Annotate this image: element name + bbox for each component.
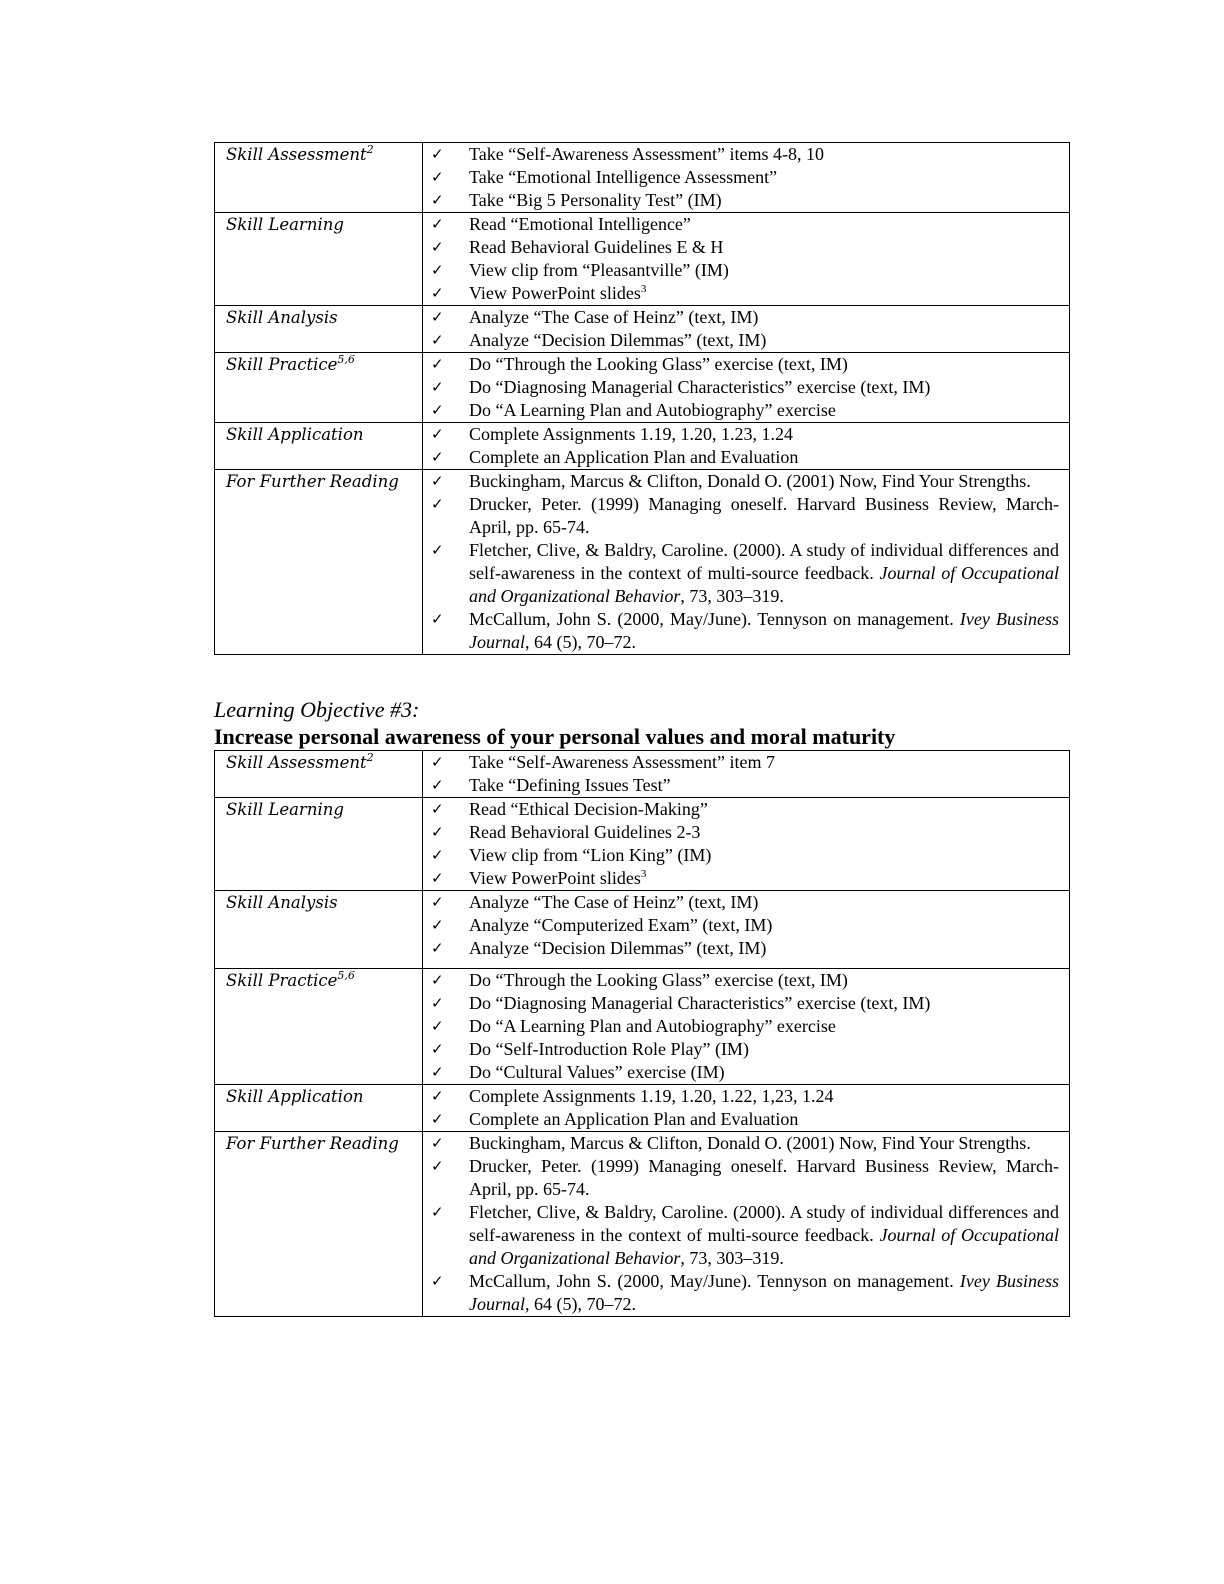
checkmark-icon: ✓ xyxy=(431,191,444,209)
list-item xyxy=(423,969,1059,992)
row-label-cell xyxy=(215,353,423,423)
item-text-main: Do “A Learning Plan and Autobiography” exercise xyxy=(469,400,836,420)
item-text-main: View PowerPoint slides xyxy=(469,283,641,303)
list-item xyxy=(423,189,1059,212)
table-row xyxy=(215,213,1070,306)
item-text xyxy=(469,844,1059,867)
item-text-main: Do “A Learning Plan and Autobiography” exercise xyxy=(469,1016,836,1036)
item-text-main: Do “Diagnosing Managerial Characteristics” exercise (text, IM) xyxy=(469,993,931,1013)
item-text-main: Read Behavioral Guidelines E & H xyxy=(469,237,724,257)
checkmark-icon: ✓ xyxy=(431,1017,444,1035)
list-item xyxy=(423,143,1059,166)
checkmark-icon: ✓ xyxy=(431,1087,444,1105)
list-item xyxy=(423,236,1059,259)
item-text-main: View clip from “Lion King” (IM) xyxy=(469,845,712,865)
citation-detail: , 64 (5), 70–72. xyxy=(525,632,636,652)
row-items-cell xyxy=(423,213,1070,306)
checkmark-icon: ✓ xyxy=(431,776,444,794)
list-item xyxy=(423,376,1059,399)
table-row xyxy=(215,143,1070,213)
item-text xyxy=(469,1155,1059,1201)
item-text xyxy=(469,751,1059,774)
checkmark-icon: ✓ xyxy=(431,238,444,256)
row-items-cell xyxy=(423,1085,1070,1132)
item-text-main: Take “Self-Awareness Assessment” item 7 xyxy=(469,752,775,772)
item-text xyxy=(469,353,1059,376)
checkmark-icon: ✓ xyxy=(431,1203,444,1221)
citation-detail: , 73, 303–319. xyxy=(680,1248,784,1268)
row-label: Skill Assessment xyxy=(226,145,367,164)
checkmark-icon: ✓ xyxy=(431,823,444,841)
citation-detail: 64 (5), 70–72. xyxy=(529,1294,636,1314)
row-items-cell xyxy=(423,891,1070,969)
item-text xyxy=(469,1061,1059,1084)
checkmark-icon: ✓ xyxy=(431,448,444,466)
row-label: Skill Application xyxy=(226,1087,364,1106)
checkmark-icon: ✓ xyxy=(431,145,444,163)
checkmark-icon: ✓ xyxy=(431,472,444,490)
checkmark-icon: ✓ xyxy=(431,893,444,911)
item-text-main: Complete Assignments 1.19, 1.20, 1.22, 1,23, 1.24 xyxy=(469,1086,834,1106)
item-text-main: Buckingham, Marcus & Clifton, Donald O. (2001) Now, Find Your Strengths. xyxy=(469,471,1031,491)
row-items-cell xyxy=(423,306,1070,353)
list-item xyxy=(423,539,1059,608)
row-label-cell xyxy=(215,1085,423,1132)
row-label: Skill Practice xyxy=(226,355,338,374)
list-item xyxy=(423,329,1059,352)
item-text xyxy=(469,821,1059,844)
footnote-ref: 5,6 xyxy=(337,969,355,982)
row-label-cell xyxy=(215,798,423,891)
item-text-main: Take “Defining Issues Test” xyxy=(469,775,671,795)
row-items-cell xyxy=(423,969,1070,1085)
list-item xyxy=(423,608,1059,654)
item-text xyxy=(469,608,1059,654)
item-text-main: Do “Through the Looking Glass” exercise (text, IM) xyxy=(469,354,848,374)
footnote-ref: 2 xyxy=(366,751,374,764)
row-label-cell xyxy=(215,470,423,655)
checkmark-icon: ✓ xyxy=(431,610,444,628)
item-text xyxy=(469,937,1059,960)
item-text-main: Do “Diagnosing Managerial Characteristics” exercise (text, IM) xyxy=(469,377,931,397)
list-item xyxy=(423,1155,1059,1201)
checkmark-icon: ✓ xyxy=(431,215,444,233)
item-text xyxy=(469,774,1059,797)
item-text-main: McCallum, John S. (2000, May/June). Tennyson on management. xyxy=(469,1271,954,1291)
list-item xyxy=(423,1201,1059,1270)
checkmark-icon: ✓ xyxy=(431,331,444,349)
checkmark-icon: ✓ xyxy=(431,753,444,771)
item-text-main: Do “Through the Looking Glass” exercise (text, IM) xyxy=(469,970,848,990)
item-text xyxy=(469,798,1059,821)
item-text xyxy=(469,399,1059,422)
row-label-cell xyxy=(215,306,423,353)
checkmark-icon: ✓ xyxy=(431,378,444,396)
table-row xyxy=(215,798,1070,891)
list-item xyxy=(423,423,1059,446)
list-item xyxy=(423,891,1059,914)
list-item xyxy=(423,1085,1059,1108)
item-text-main: Analyze “Decision Dilemmas” (text, IM) xyxy=(469,938,767,958)
item-text xyxy=(469,376,1059,399)
row-items-cell xyxy=(423,143,1070,213)
list-item xyxy=(423,259,1059,282)
list-item xyxy=(423,493,1059,539)
item-text xyxy=(469,867,1059,890)
row-items-cell xyxy=(423,1132,1070,1317)
item-text xyxy=(469,189,1059,212)
learning-objective-title: Increase personal awareness of your personal values and moral maturity xyxy=(214,724,896,749)
checkmark-icon: ✓ xyxy=(431,1134,444,1152)
row-label: Skill Analysis xyxy=(226,893,338,912)
item-text xyxy=(469,143,1059,166)
list-item xyxy=(423,914,1059,937)
table-row xyxy=(215,969,1070,1085)
list-item xyxy=(423,821,1059,844)
row-label: Skill Learning xyxy=(226,800,344,819)
row-label: Skill Assessment xyxy=(226,753,367,772)
list-item xyxy=(423,399,1059,422)
list-item xyxy=(423,213,1059,236)
footnote-ref: 3 xyxy=(640,283,647,295)
checkmark-icon: ✓ xyxy=(431,401,444,419)
checkmark-icon: ✓ xyxy=(431,308,444,326)
citation-detail: , 73, 303–319. xyxy=(680,586,784,606)
checkmark-icon: ✓ xyxy=(431,1110,444,1128)
list-item xyxy=(423,798,1059,821)
item-text-main: Do “Cultural Values” exercise (IM) xyxy=(469,1062,725,1082)
item-text-main: Take “Self-Awareness Assessment” items 4-8, 10 xyxy=(469,144,824,164)
journal-title: Journal of Occupational and Organizational Behavior xyxy=(469,1225,1060,1268)
item-text xyxy=(469,470,1059,493)
row-items-cell xyxy=(423,353,1070,423)
list-item xyxy=(423,1061,1059,1084)
journal-title: Journal of Occupational and Organizational Behavior xyxy=(469,563,1060,606)
row-label: Skill Analysis xyxy=(226,308,338,327)
item-text-main: Take “Big 5 Personality Test” (IM) xyxy=(469,190,722,210)
row-label-cell xyxy=(215,143,423,213)
item-text-main: Analyze “Computerized Exam” (text, IM) xyxy=(469,915,773,935)
table-row xyxy=(215,1132,1070,1317)
item-text-main: Read “Ethical Decision-Making” xyxy=(469,799,708,819)
item-text xyxy=(469,306,1059,329)
item-text xyxy=(469,969,1059,992)
list-item xyxy=(423,1132,1059,1155)
checkmark-icon: ✓ xyxy=(431,971,444,989)
item-text xyxy=(469,1085,1059,1108)
list-item xyxy=(423,751,1059,774)
footnote-ref: 5,6 xyxy=(337,353,355,366)
item-text-main: Fletcher, Clive, & Baldry, Caroline. (2000). A study of individual differences and self-awareness in the context of multi-source feedback. xyxy=(469,540,1059,583)
item-text xyxy=(469,914,1059,937)
checkmark-icon: ✓ xyxy=(431,800,444,818)
item-text-main: Drucker, Peter. (1999) Managing oneself. Harvard Business Review, March-April, pp. 65-74. xyxy=(469,1156,1059,1199)
item-text xyxy=(469,891,1059,914)
table-row xyxy=(215,751,1070,798)
item-text-main: Buckingham, Marcus & Clifton, Donald O. (2001) Now, Find Your Strengths. xyxy=(469,1133,1031,1153)
objective-3-activities-table xyxy=(214,750,1070,1317)
row-label: Skill Learning xyxy=(226,215,344,234)
list-item xyxy=(423,844,1059,867)
item-text xyxy=(469,282,1059,305)
spacer xyxy=(423,960,1059,968)
row-items-cell xyxy=(423,470,1070,655)
checkmark-icon: ✓ xyxy=(431,1157,444,1175)
row-items-cell xyxy=(423,751,1070,798)
item-text xyxy=(469,423,1059,446)
list-item xyxy=(423,353,1059,376)
checkmark-icon: ✓ xyxy=(431,1272,444,1290)
objective-2-activities-table xyxy=(214,142,1070,655)
row-label-cell xyxy=(215,213,423,306)
list-item xyxy=(423,1015,1059,1038)
item-text xyxy=(469,236,1059,259)
checkmark-icon: ✓ xyxy=(431,869,444,887)
list-item xyxy=(423,774,1059,797)
table-row xyxy=(215,1085,1070,1132)
item-text xyxy=(469,329,1059,352)
item-text-main: Read “Emotional Intelligence” xyxy=(469,214,691,234)
item-text xyxy=(469,213,1059,236)
list-item xyxy=(423,446,1059,469)
footnote-ref: 3 xyxy=(640,868,647,880)
list-item xyxy=(423,1108,1059,1131)
item-text-main: Read Behavioral Guidelines 2-3 xyxy=(469,822,701,842)
checkmark-icon: ✓ xyxy=(431,425,444,443)
list-item xyxy=(423,306,1059,329)
item-text xyxy=(469,992,1059,1015)
checkmark-icon: ✓ xyxy=(431,939,444,957)
item-text xyxy=(469,259,1059,282)
item-text-main: Do “Self-Introduction Role Play” (IM) xyxy=(469,1039,749,1059)
checkmark-icon: ✓ xyxy=(431,1040,444,1058)
item-text-main: Complete an Application Plan and Evaluation xyxy=(469,1109,799,1129)
item-text xyxy=(469,1270,1059,1316)
list-item xyxy=(423,937,1059,960)
item-text-main: Fletcher, Clive, & Baldry, Caroline. (2000). A study of individual differences and self-awareness in the context of multi-source feedback. xyxy=(469,1202,1059,1245)
checkmark-icon: ✓ xyxy=(431,846,444,864)
checkmark-icon: ✓ xyxy=(431,355,444,373)
item-text xyxy=(469,1108,1059,1131)
item-text xyxy=(469,539,1059,608)
list-item xyxy=(423,992,1059,1015)
item-text xyxy=(469,1015,1059,1038)
row-label-cell xyxy=(215,891,423,969)
checkmark-icon: ✓ xyxy=(431,994,444,1012)
item-text-main: View clip from “Pleasantville” (IM) xyxy=(469,260,729,280)
checkmark-icon: ✓ xyxy=(431,541,444,559)
table-row xyxy=(215,306,1070,353)
item-text xyxy=(469,1132,1059,1155)
list-item xyxy=(423,1270,1059,1316)
table-row xyxy=(215,423,1070,470)
item-text-main: Analyze “The Case of Heinz” (text, IM) xyxy=(469,307,759,327)
item-text xyxy=(469,1201,1059,1270)
checkmark-icon: ✓ xyxy=(431,168,444,186)
row-label: For Further Reading xyxy=(226,1134,399,1153)
footnote-ref: 2 xyxy=(366,143,374,156)
item-text-main: Analyze “The Case of Heinz” (text, IM) xyxy=(469,892,759,912)
row-label-cell xyxy=(215,969,423,1085)
checkmark-icon: ✓ xyxy=(431,284,444,302)
row-label: Skill Application xyxy=(226,425,364,444)
item-text xyxy=(469,493,1059,539)
row-label-cell xyxy=(215,1132,423,1317)
list-item xyxy=(423,166,1059,189)
item-text-main: Complete Assignments 1.19, 1.20, 1.23, 1.24 xyxy=(469,424,793,444)
item-text xyxy=(469,1038,1059,1061)
item-text-main: McCallum, John S. (2000, May/June). Tennyson on management. xyxy=(469,609,954,629)
item-text xyxy=(469,166,1059,189)
item-text-main: Take “Emotional Intelligence Assessment” xyxy=(469,167,778,187)
checkmark-icon: ✓ xyxy=(431,261,444,279)
list-item xyxy=(423,470,1059,493)
item-text-main: Complete an Application Plan and Evaluation xyxy=(469,447,799,467)
table-row xyxy=(215,353,1070,423)
row-label: For Further Reading xyxy=(226,472,399,491)
table-row xyxy=(215,470,1070,655)
checkmark-icon: ✓ xyxy=(431,495,444,513)
learning-objective-label: Learning Objective #3: xyxy=(214,697,420,722)
row-items-cell xyxy=(423,798,1070,891)
table-row xyxy=(215,891,1070,969)
list-item xyxy=(423,867,1059,890)
row-label: Skill Practice xyxy=(226,971,338,990)
list-item xyxy=(423,1038,1059,1061)
checkmark-icon: ✓ xyxy=(431,916,444,934)
list-item xyxy=(423,282,1059,305)
item-text xyxy=(469,446,1059,469)
item-text-main: View PowerPoint slides xyxy=(469,868,641,888)
journal-title: Ivey Business Journal, xyxy=(469,1271,1059,1314)
row-label-cell xyxy=(215,423,423,470)
row-label-cell xyxy=(215,751,423,798)
row-items-cell xyxy=(423,423,1070,470)
item-text-main: Analyze “Decision Dilemmas” (text, IM) xyxy=(469,330,767,350)
item-text-main: Drucker, Peter. (1999) Managing oneself. Harvard Business Review, March-April, pp. 65-74. xyxy=(469,494,1059,537)
journal-title: Ivey Business Journal xyxy=(469,609,1059,652)
checkmark-icon: ✓ xyxy=(431,1063,444,1081)
